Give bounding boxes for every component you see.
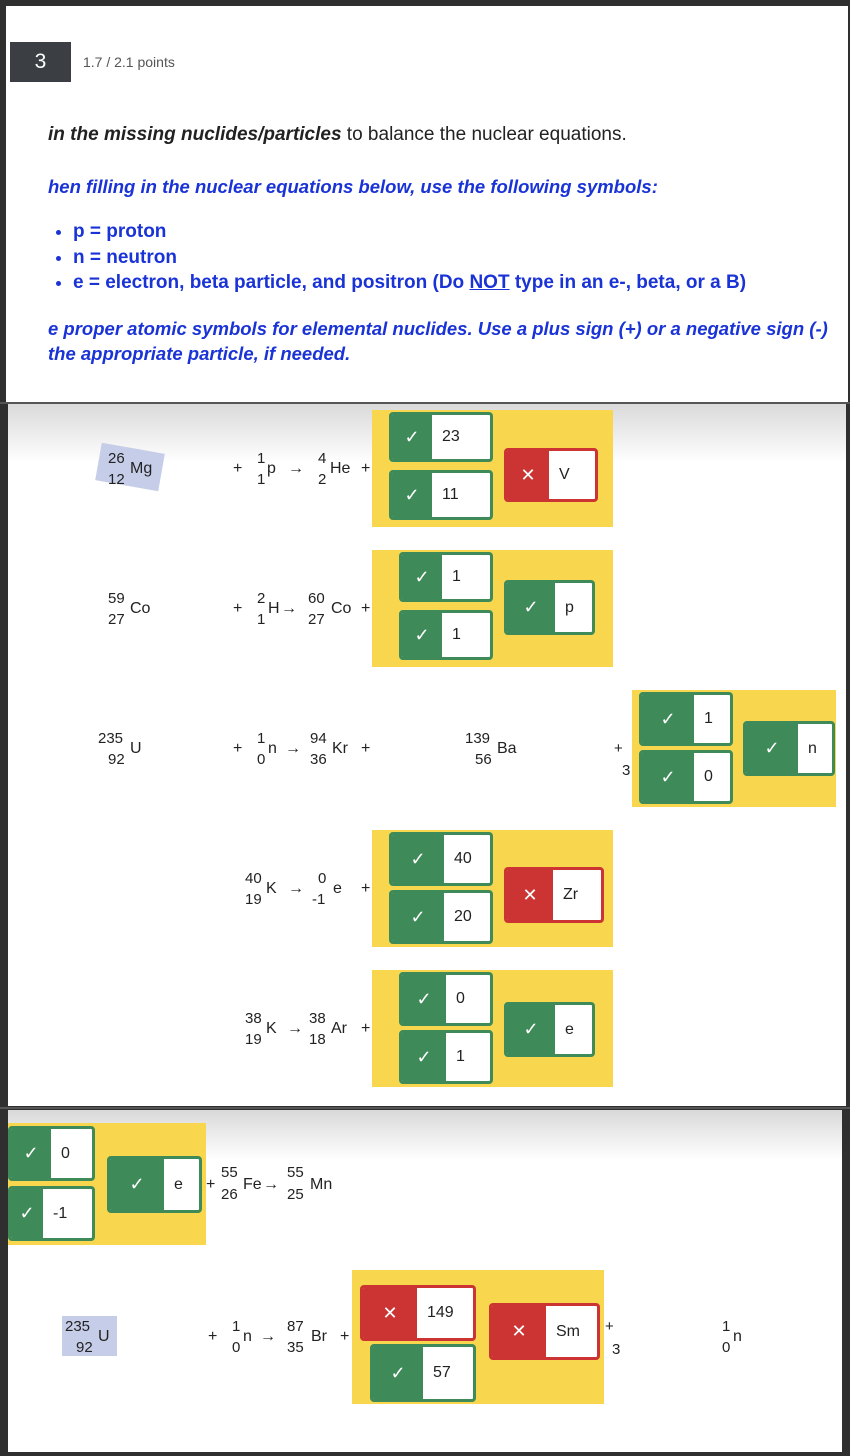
symbol-item-electron [73,270,746,296]
check-icon: ✓ [402,1033,446,1081]
eq7-plus2: + [340,1328,350,1345]
eq6-mn-mass: 55 [287,1164,304,1181]
check-icon: ✓ [373,1347,423,1399]
eq2-reactant-symbol: Co [130,600,151,617]
eq1-symbol-value: V [559,466,570,483]
eq2-h-symbol: H [268,600,280,617]
eq4-k-atomic: 19 [245,891,262,908]
eq1-plus1: + [233,460,243,477]
eq1-reactant-mass: 26 [108,450,125,467]
eq5-atomic-value: 1 [456,1048,465,1065]
symbol3-post: type in an e-, beta, or a B) [509,272,747,293]
eq5-symbol-value: e [565,1020,574,1038]
eq1-he-atomic: 2 [318,471,327,488]
check-icon: ✓ [746,724,798,773]
eq2-plus2: + [361,600,371,617]
x-icon: ✕ [507,451,549,499]
eq2-reactant-mass: 59 [108,590,125,607]
eq1-proton-symbol: p [267,460,276,477]
eq3-plus2: + [361,740,371,757]
instruction-line3: e proper atomic symbols for elemental nuclides. Use a plus sign (+) or a negative sign (-) [48,318,828,339]
eq5-symbol-answer[interactable] [504,1002,595,1057]
eq2-atomic-answer[interactable] [399,610,493,660]
check-icon: ✓ [402,555,442,599]
check-icon: ✓ [392,893,444,941]
eq2-symbol-value: p [565,598,574,616]
eq3-symbol-answer[interactable] [743,721,835,776]
eq4-k-mass: 40 [245,870,262,887]
eq3-atomic-value: 0 [704,768,713,785]
pane-divider-bottom [0,1107,850,1109]
eq1-reactant-symbol: Mg [130,460,153,477]
eq4-atomic-answer[interactable] [389,890,493,944]
eq7-n-atomic: 0 [232,1339,241,1356]
eq2-arrow: → [281,600,297,617]
instruction-line1-rest: to balance the nuclear equations. [341,124,627,145]
eq5-atomic-answer[interactable] [399,1030,493,1084]
check-icon: ✓ [642,695,694,743]
eq1-atomic-answer[interactable] [389,470,493,520]
eq7-br-mass: 87 [287,1318,304,1335]
eq7-atomic-answer[interactable] [370,1344,476,1402]
eq2-h-atomic: 1 [257,611,266,628]
eq3-kr-symbol: Kr [332,740,348,757]
x-icon: ✕ [492,1306,546,1357]
eq3-atomic-answer[interactable] [639,750,733,804]
eq7-n2-symbol: n [733,1328,742,1345]
eq5-mass-value: 0 [456,990,465,1007]
eq7-atomic-value: 57 [433,1364,451,1381]
symbol3-not: NOT [469,272,510,293]
eq7-reactant-mass: 235 [65,1318,91,1335]
eq2-co-mass: 60 [308,590,325,607]
eq3-reactant-symbol: U [130,740,142,757]
eq4-symbol-value: Zr [563,886,579,903]
eq7-mass-value: 149 [427,1304,454,1321]
check-icon: ✓ [507,583,555,632]
eq5-ar-mass: 38 [309,1010,326,1027]
eq6-fe-mass: 55 [221,1164,238,1181]
eq3-n-mass: 1 [257,730,266,747]
eq4-mass-value: 40 [454,850,472,867]
check-icon: ✓ [11,1129,51,1178]
check-icon: ✓ [507,1005,555,1054]
eq5-plus: + [361,1020,371,1037]
eq7-mass-answer[interactable] [360,1285,476,1341]
x-icon: ✕ [507,870,553,920]
check-icon: ✓ [392,415,432,459]
eq2-co-symbol: Co [331,600,352,617]
eq6-mass-answer[interactable] [8,1126,95,1181]
eq3-mass-value: 1 [704,710,713,727]
symbol-item-neutron: • n = neutron [73,245,746,271]
eq4-symbol-answer[interactable] [504,867,604,923]
eq1-plus2: + [361,460,371,477]
eq7-arrow: → [260,1328,276,1345]
eq5-ar-atomic: 18 [309,1031,326,1048]
eq1-he-symbol: He [330,460,351,477]
eq3-symbol-value: n [808,739,817,757]
eq4-e-mass: 0 [318,870,327,887]
question-points: 1.7 / 2.1 points [83,54,175,70]
eq6-mn-symbol: Mn [310,1176,333,1193]
eq3-reactant-mass: 235 [98,730,124,747]
symbol-item-proton: • p = proton [73,219,746,245]
eq2-mass-value: 1 [452,568,461,585]
eq6-atomic-value: -1 [53,1204,68,1222]
eq7-n2-atomic: 0 [722,1339,731,1356]
check-icon: ✓ [402,975,446,1023]
eq1-mass-value: 23 [442,428,460,445]
eq7-n-mass: 1 [232,1318,241,1335]
question-number: 3 [10,42,71,82]
check-icon: ✓ [392,473,432,517]
eq7-symbol-value: Sm [556,1322,580,1340]
eq4-arrow: → [288,880,304,897]
eq2-symbol-answer[interactable] [504,580,595,635]
eq7-coefficient: 3 [612,1341,621,1358]
eq5-k-atomic: 19 [245,1031,262,1048]
eq1-atomic-value: 11 [442,486,459,503]
eq3-plus1: + [233,740,243,757]
eq2-h-mass: 2 [257,590,266,607]
eq6-atomic-answer[interactable] [8,1186,95,1241]
eq3-ba-atomic: 56 [475,751,492,768]
eq3-coefficient: 3 [622,762,631,779]
eq3-plus3: + [614,740,623,757]
instruction-line1 [48,124,627,146]
instruction-line1-italic: in the missing nuclides/particles [48,124,342,145]
eq7-n-symbol: n [243,1328,252,1345]
eq7-plus1: + [208,1328,218,1345]
eq4-k-symbol: K [266,880,277,897]
eq6-fe-atomic: 26 [221,1186,238,1203]
eq6-symbol-value: e [174,1175,183,1193]
check-icon: ✓ [402,613,442,657]
eq2-plus1: + [233,600,243,617]
eq7-plus3: + [605,1318,614,1335]
eq4-plus: + [361,880,371,897]
eq5-ar-symbol: Ar [331,1020,347,1037]
check-icon: ✓ [11,1189,43,1238]
eq3-reactant-atomic: 92 [108,751,125,768]
eq5-mass-answer[interactable] [399,972,493,1026]
pane-divider-top [0,402,850,404]
eq5-k-mass: 38 [245,1010,262,1027]
x-icon: ✕ [363,1288,417,1338]
eq4-mass-answer[interactable] [389,832,493,886]
eq4-e-symbol: e [333,880,342,897]
eq3-ba-symbol: Ba [497,740,517,757]
check-icon: ✓ [110,1159,164,1210]
eq6-fe-symbol: Fe [243,1176,262,1193]
eq7-br-symbol: Br [311,1328,327,1345]
eq1-mass-answer[interactable] [389,412,493,462]
eq3-kr-mass: 94 [310,730,327,747]
eq3-kr-atomic: 36 [310,751,327,768]
instruction-line4: the appropriate particle, if needed. [48,343,351,364]
eq7-reactant-symbol: U [98,1328,110,1345]
eq3-n-atomic: 0 [257,751,266,768]
eq6-arrow: → [263,1176,279,1193]
eq6-mn-atomic: 25 [287,1186,304,1203]
eq6-symbol-answer[interactable] [107,1156,202,1213]
check-icon: ✓ [642,753,694,801]
eq4-atomic-value: 20 [454,908,472,925]
eq2-reactant-atomic: 27 [108,611,125,628]
eq1-he-mass: 4 [318,450,327,467]
eq3-arrow: → [285,740,301,757]
eq6-mass-value: 0 [61,1144,70,1162]
eq1-symbol-answer[interactable] [504,448,598,502]
eq2-atomic-value: 1 [452,626,461,643]
eq7-symbol-answer[interactable] [489,1303,600,1360]
eq1-proton-mass: 1 [257,450,266,467]
eq7-br-atomic: 35 [287,1339,304,1356]
eq7-reactant-atomic: 92 [76,1339,93,1356]
eq5-k-symbol: K [266,1020,277,1037]
eq3-n-symbol: n [268,740,277,757]
eq3-mass-answer[interactable] [639,692,733,746]
eq1-arrow: → [288,460,304,477]
eq1-reactant-atomic: 12 [108,471,125,488]
eq4-e-atomic: -1 [312,891,326,908]
eq3-ba-mass: 139 [465,730,491,747]
eq5-arrow: → [287,1020,303,1037]
eq2-co-atomic: 27 [308,611,325,628]
eq2-mass-answer[interactable] [399,552,493,602]
eq6-plus: + [206,1176,216,1193]
check-icon: ✓ [392,835,444,883]
eq1-proton-atomic: 1 [257,471,266,488]
instruction-line2: hen filling in the nuclear equations below, use the following symbols: [48,176,658,197]
symbol3-pre: e = electron, beta particle, and positron (Do [73,272,470,293]
eq7-n2-mass: 1 [722,1318,731,1335]
symbol-list [55,219,746,296]
